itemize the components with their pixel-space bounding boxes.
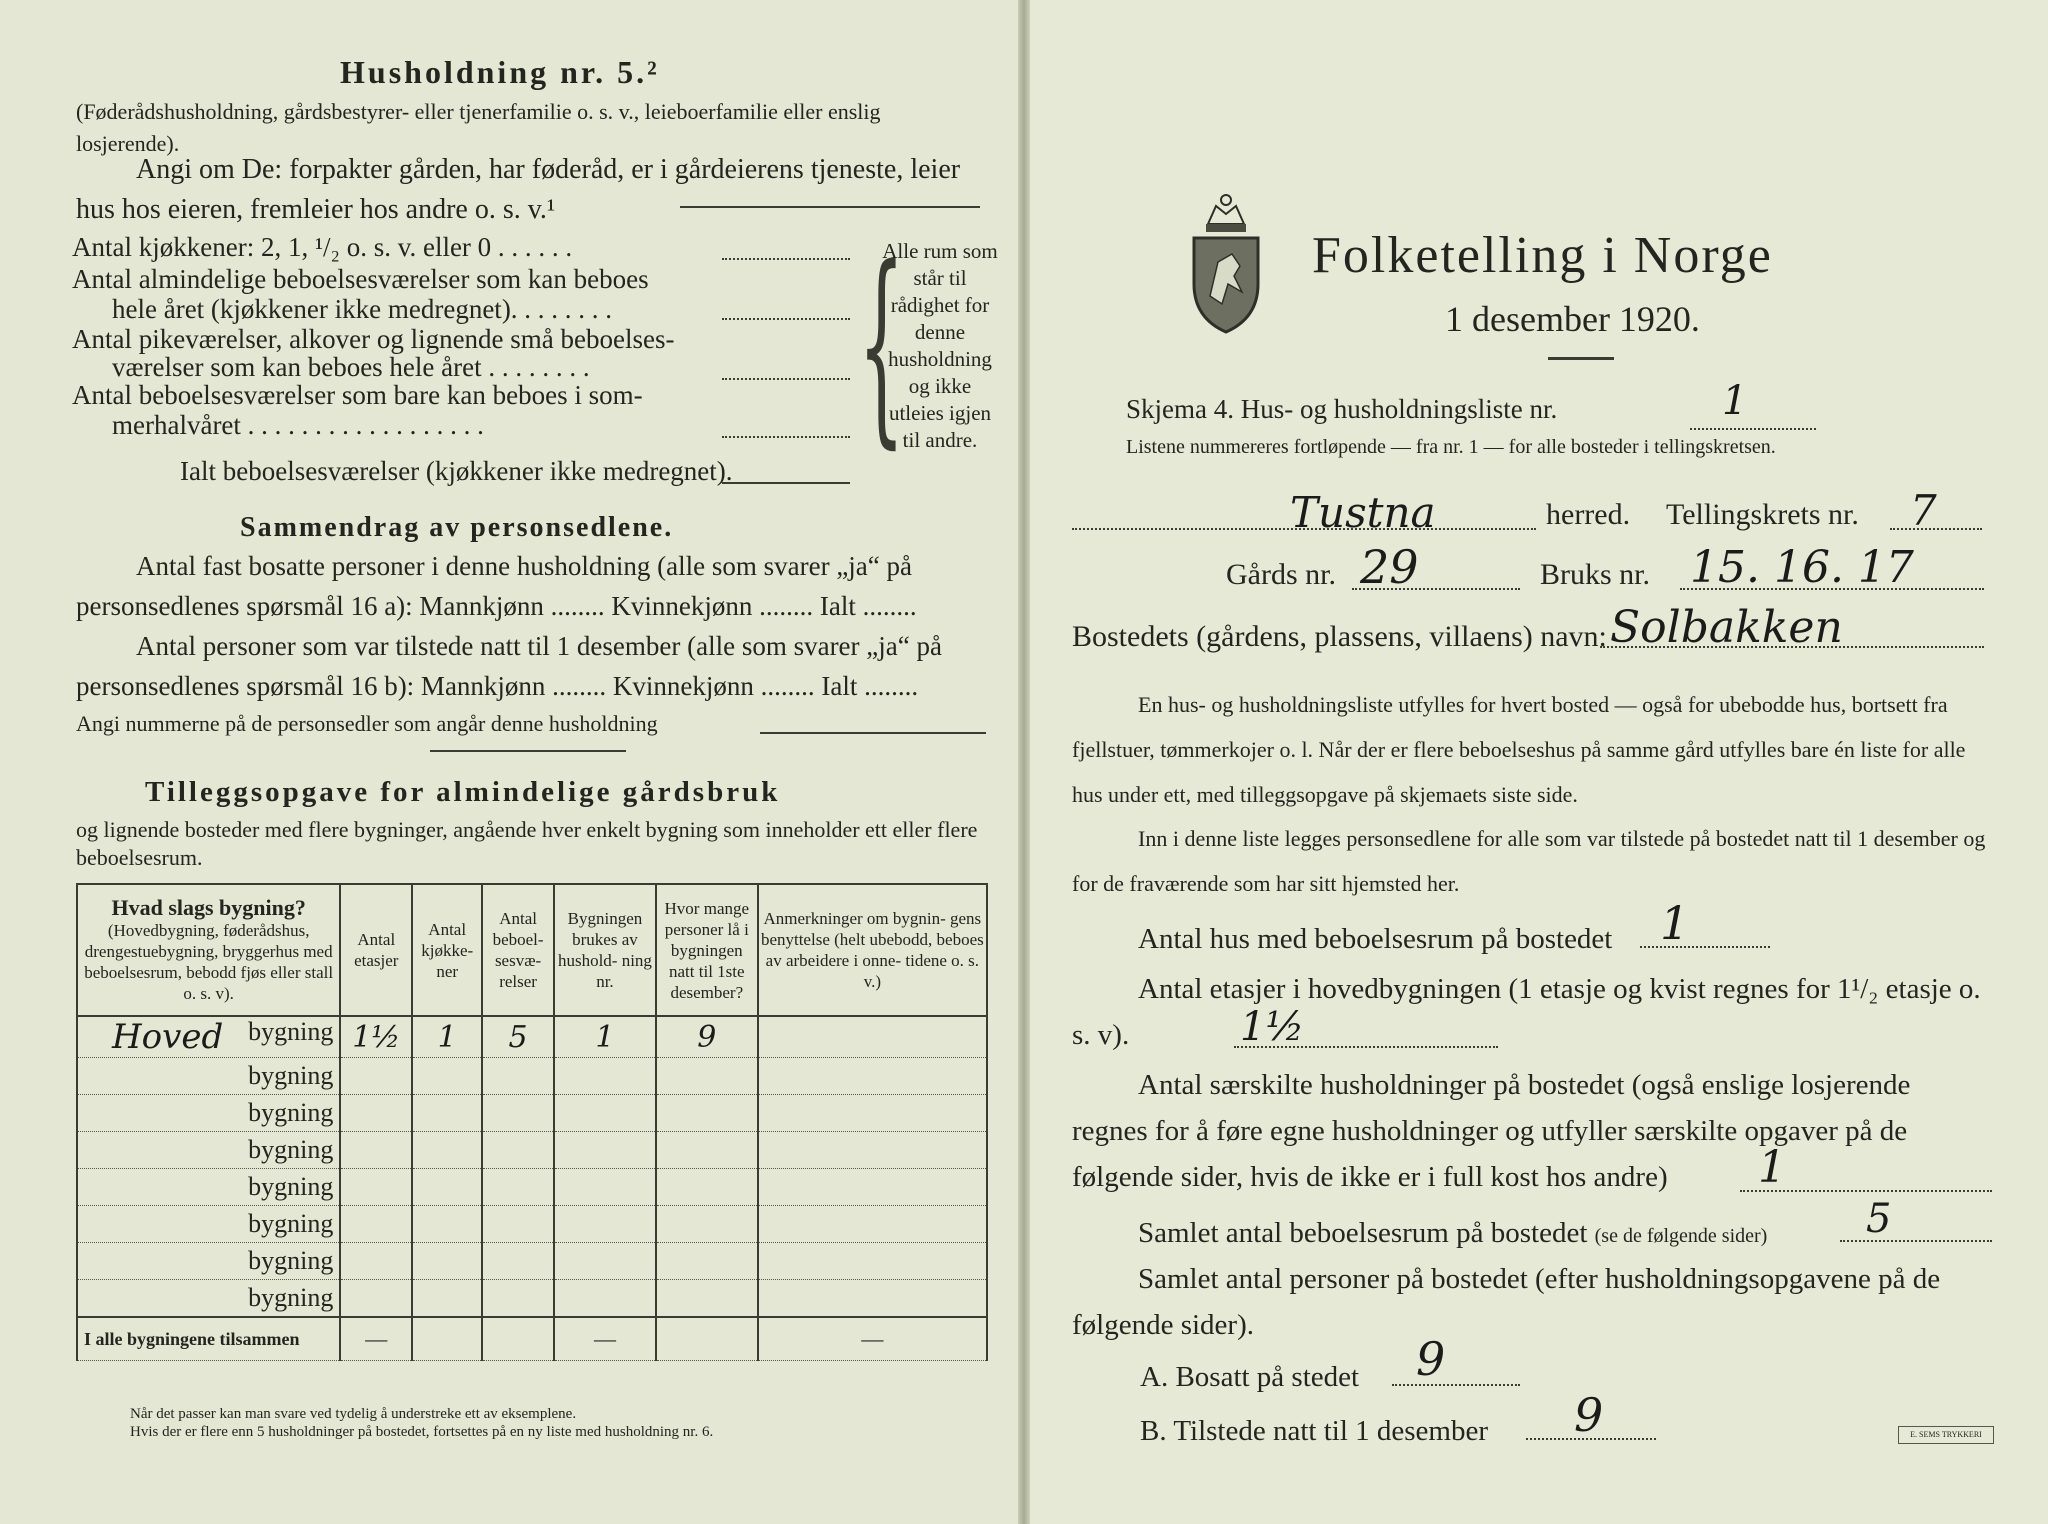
household-status-question: Angi om De: forpakter gården, har føderåd, er i gårdeierens tjeneste, leier hus hos eieren, fremleier hos andre o. s. v.¹: [76, 154, 961, 225]
total-label: I alle bygningene tilsammen: [77, 1317, 340, 1361]
footnote-2: Hvis der er flere enn 5 husholdninger på bostedet, fortsettes på en ny liste med husholdning nr. 6.: [130, 1424, 714, 1440]
schema-line: Skjema 4. Hus- og husholdningsliste nr.: [1126, 394, 1558, 424]
col-header-persons: Hvor mange personer lå i bygningen natt til 1ste desember?: [656, 884, 758, 1016]
farm-number-value: 29: [1360, 540, 1419, 594]
printer-stamp: E. SEMS TRYKKERI: [1898, 1426, 1994, 1444]
row-label: bygning: [77, 1058, 340, 1095]
place-name-value: Solbakken: [1610, 602, 1843, 653]
building-type-value: Hoved: [112, 1017, 224, 1057]
row-label: bygning: [77, 1095, 340, 1132]
houses-line: [1640, 946, 1770, 948]
summary-numbers: Angi nummerne på de personsedler som angår denne husholdning: [76, 711, 658, 736]
kitchens-value: 1: [412, 1016, 482, 1058]
remarks-value: [758, 1016, 987, 1058]
building-table: [76, 883, 988, 1361]
use-number-line: [1680, 588, 1984, 590]
row-label: bygning: [77, 1243, 340, 1280]
use-number-value: 15. 16. 17: [1690, 542, 1914, 593]
district-label: Tellingskrets nr.: [1666, 498, 1859, 531]
census-date: 1 desember 1920.: [1445, 299, 1700, 339]
place-name-label: Bostedets (gårdens, plassens, villaens) navn:: [1072, 620, 1607, 653]
rooms-value: 5: [482, 1016, 554, 1058]
census-title: Folketelling i Norge: [1312, 227, 1773, 284]
table-total-row: [77, 1317, 987, 1361]
use-number-label: Bruks nr.: [1540, 558, 1651, 591]
herred-value: Tustna: [1290, 488, 1436, 537]
rooms-small-cont: værelser som kan beboes hele året . . . . . . . .: [112, 352, 590, 382]
kitchens-answer-line: [722, 258, 850, 260]
farm-number-label: Gårds nr.: [1226, 558, 1336, 591]
numbers-answer-line: [760, 732, 986, 734]
numbering-note: Listene nummereres fortløpende — fra nr. 1 — for alle bosteder i tellingskretsen.: [1126, 436, 1776, 458]
table-row: [77, 1058, 987, 1095]
brace-symbol: {: [858, 222, 905, 467]
instructions-paragraph-2: Inn i denne liste legges personsedlene for alle som var tilstede på bostedet natt til 1 desember og for de fraværende som har sitt hjemsted her.: [1072, 826, 1986, 896]
household-subtitle: (Føderådshusholdning, gårdsbestyrer- eller tjenerfamilie o. s. v., leieboerfamilie eller enslig losjerende).: [76, 99, 881, 156]
coat-of-arms-icon: [1188, 184, 1264, 334]
row-label: bygning: [77, 1169, 340, 1206]
resident-label: A. Bosatt på stedet: [1140, 1361, 1360, 1393]
col-header-kitchens: Antal kjøkke- ner: [412, 884, 482, 1016]
rooms-total-line: [1840, 1240, 1992, 1242]
supplement-subtitle: og lignende bosteder med flere bygninger, angående hver enkelt bygning som inneholder ett eller flere beboelsesrum.: [76, 817, 978, 870]
rooms-kitchens: Antal kjøkkener: 2, 1, ¹/₂ o. s. v. eller 0 . . . . . .: [72, 232, 573, 262]
summary-present: Antal personer som var tilstede natt til 1 desember (alle som svarer „ja“ på personsedlenes spørsmål 16 b): Mannkjønn ........ Kvinnekjønn ........ Ialt ........: [76, 631, 942, 701]
houses-value: 1: [1660, 896, 1690, 950]
ordinary-answer-line: [722, 318, 850, 320]
divider-line: [430, 750, 626, 752]
houses-label: Antal hus med beboelsesrum på bostedet: [1138, 923, 1613, 955]
title-rule: [1548, 357, 1614, 360]
row-label: bygning: [248, 1017, 334, 1046]
farm-number-line: [1352, 588, 1520, 590]
resident-value: 9: [1416, 1332, 1446, 1386]
household-title: Husholdning nr. 5.²: [340, 54, 660, 90]
present-value: 9: [1574, 1388, 1604, 1442]
resident-line: [1392, 1384, 1520, 1386]
rooms-summer-cont: merhalvåret . . . . . . . . . . . . . . . . . .: [112, 410, 484, 440]
col-header-remarks: Anmerkninger om bygnin- gens benyttelse (helt ubebodd, beboes av arbeidere i onne- tidene o. s. v.): [758, 884, 987, 1016]
summer-answer-line: [722, 436, 850, 438]
row-label: bygning: [77, 1206, 340, 1243]
brace-note: Alle rum som står til rådighet for denne husholdning og ikke utleies igjen til andre.: [882, 239, 998, 452]
rooms-total-note: (se de følgende sider): [1594, 1225, 1768, 1247]
rooms-total: Ialt beboelsesværelser (kjøkkener ikke medregnet).: [180, 456, 733, 486]
rooms-total-value: 5: [1866, 1196, 1892, 1242]
col-header-rooms: Antal beboel- sesvæ- relser: [482, 884, 554, 1016]
district-line: [1890, 528, 1982, 530]
table-row: [77, 1206, 987, 1243]
persons-value: 9: [656, 1016, 758, 1058]
total-floors-dash: —: [340, 1317, 412, 1361]
floors-label: Antal etasjer i hovedbygningen (1 etasje og kvist regnes for 1¹/₂ etasje o. s. v).: [1072, 973, 1981, 1051]
district-value: 7: [1910, 486, 1937, 535]
rooms-small: Antal pikeværelser, alkover og lignende små beboelses-: [72, 324, 675, 354]
col-header-household: Bygningen brukes av hushold- ning nr.: [554, 884, 656, 1016]
households-label: Antal særskilte husholdninger på bostedet (også enslige losjerende regnes for å føre egne husholdninger og utfyller særskilte opgaver på de følgende sider, hvis de ikke er i full kost hos andre): [1072, 1069, 1911, 1193]
rooms-summer: Antal beboelsesværelser som bare kan beboes i som-: [72, 380, 643, 410]
households-line: [1740, 1190, 1992, 1192]
col-header-floors: Antal etasjer: [340, 884, 412, 1016]
table-row: [77, 1280, 987, 1318]
row-label: bygning: [77, 1280, 340, 1318]
list-number-line: [1690, 428, 1816, 430]
supplement-title: Tilleggsopgave for almindelige gårdsbruk: [145, 776, 781, 808]
footnote-1: Når det passer kan man svare ved tydelig å understreke ett av eksemplene.: [130, 1406, 577, 1422]
rooms-ordinary: Antal almindelige beboelsesværelser som kan beboes: [72, 264, 649, 294]
summary-resident: Antal fast bosatte personer i denne husholdning (alle som svarer „ja“ på personsedlenes spørsmål 16 a): Mannkjønn ........ Kvinnekjønn ........ Ialt ........: [76, 551, 917, 621]
table-row: [77, 1016, 987, 1058]
persons-total-label: Samlet antal personer på bostedet (efter husholdningsopgavene på de følgende sider).: [1072, 1263, 1941, 1341]
small-answer-line: [722, 378, 850, 380]
table-header-row: [77, 884, 987, 1016]
table-row: [77, 1243, 987, 1280]
total-remarks-dash: —: [758, 1317, 987, 1361]
household-value: 1: [554, 1016, 656, 1058]
floors-answer: 1½: [1240, 1004, 1305, 1050]
status-answer-line: [680, 206, 980, 208]
page-fold: [1018, 0, 1030, 1524]
rooms-ordinary-cont: hele året (kjøkkener ikke medregnet). . . . . . . .: [112, 294, 613, 324]
table-row: [77, 1095, 987, 1132]
present-label: B. Tilstede natt til 1 desember: [1140, 1415, 1488, 1447]
summary-title: Sammendrag av personsedlene.: [240, 512, 674, 543]
total-answer-line: [722, 482, 850, 484]
table-row: [77, 1169, 987, 1206]
floors-line: [1234, 1046, 1498, 1048]
list-number-value: 1: [1722, 378, 1748, 424]
total-household-dash: —: [554, 1317, 656, 1361]
herred-line: [1072, 528, 1536, 530]
households-value: 1: [1758, 1142, 1786, 1193]
instructions-paragraph-1: En hus- og husholdningsliste utfylles for hvert bosted — også for ubebodde hus, bortsett fra fjellstuer, tømmerkojer o. l. Når der er flere beboelseshus på samme gård utfylles bare én liste for alle hus under ett, med tilleggsopgave på skjemaets siste side.: [1072, 692, 1966, 807]
herred-label: herred.: [1546, 498, 1631, 531]
rooms-total-label: Samlet antal beboelsesrum på bostedet (se de følgende sider): [1138, 1217, 1768, 1249]
row-label: bygning: [77, 1132, 340, 1169]
present-line: [1526, 1438, 1656, 1440]
table-row: [77, 1132, 987, 1169]
footnote: [130, 1405, 713, 1441]
col-header-building: Hvad slags bygning? (Hovedbygning, føderådshus, drengestuebygning, bryggerhus med beboelsesrum, bebodd fjøs eller stall o. s. v).: [77, 884, 340, 1016]
floors-value: 1½: [340, 1016, 412, 1058]
place-name-line: [1600, 646, 1984, 648]
